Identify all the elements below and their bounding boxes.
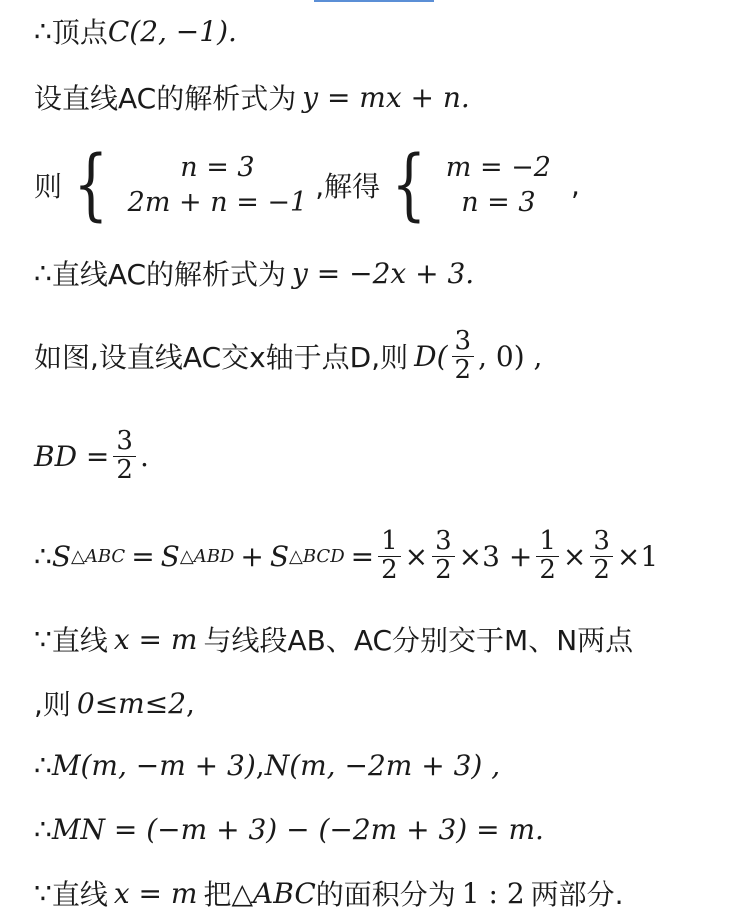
vertex-text: 顶点 bbox=[51, 16, 108, 49]
intersect-text-2: 与线段AB、AC分别交于M、N两点 bbox=[203, 624, 634, 657]
system-mid-text: ,解得 bbox=[315, 170, 381, 203]
times-sign: × bbox=[404, 539, 429, 573]
point-d-math-pre: D( bbox=[414, 339, 448, 373]
fraction-numerator: 3 bbox=[454, 326, 472, 357]
therefore-symbol: ∴ bbox=[34, 748, 52, 782]
system-suffix: , bbox=[570, 168, 580, 202]
equals-sign: = bbox=[131, 539, 155, 573]
equals-sign: = bbox=[350, 539, 375, 573]
area-ratio-text-3: 的面积分为 bbox=[315, 878, 456, 911]
line-set-equation bbox=[34, 74, 750, 120]
points-separator: , bbox=[255, 748, 265, 782]
system-1-eq-2: 2m + n = −1 bbox=[127, 187, 308, 218]
system-1-eq-1: n = 3 bbox=[180, 151, 255, 183]
area-s1-sub: △ABC bbox=[71, 545, 126, 567]
area-s3: S bbox=[269, 539, 290, 573]
range-suffix: , bbox=[186, 686, 195, 720]
line-vertex bbox=[34, 8, 750, 54]
fraction-numerator: 3 bbox=[435, 526, 452, 557]
bd-math-pre: BD = bbox=[34, 439, 110, 473]
fraction-three-halves bbox=[432, 528, 455, 584]
area-ratio-math-1: x = m bbox=[113, 876, 198, 910]
line-point-d bbox=[34, 316, 750, 396]
ac-equation-math: y = −2x + 3. bbox=[292, 256, 475, 290]
mn-length-math: MN = (−m + 3) − (−2m + 3) = m. bbox=[51, 812, 544, 846]
area-ratio-math-2: △ABC bbox=[231, 876, 316, 910]
range-math: 0≤m≤2 bbox=[76, 686, 187, 720]
system-2 bbox=[446, 150, 551, 220]
area-ratio-text-2: 把 bbox=[203, 878, 232, 911]
fraction-denominator: 2 bbox=[590, 556, 613, 584]
area-ratio-math-3: 1 : 2 bbox=[461, 876, 525, 910]
fraction-numerator: 1 bbox=[539, 526, 556, 557]
fraction-three-halves bbox=[452, 328, 475, 384]
therefore-symbol: ∴ bbox=[34, 256, 52, 290]
times-sign: × bbox=[562, 539, 587, 573]
fraction-three-halves bbox=[113, 428, 136, 484]
area-s3-sub: △BCD bbox=[289, 545, 345, 567]
line-bd bbox=[34, 416, 750, 496]
fraction-one-half bbox=[378, 528, 401, 584]
line-intersect bbox=[34, 616, 750, 662]
area-s2: S bbox=[160, 539, 180, 573]
times-one: ×1 bbox=[616, 539, 659, 573]
line-area-ratio bbox=[34, 870, 750, 916]
line-points-mn bbox=[34, 742, 750, 788]
fraction-three-halves bbox=[590, 528, 613, 584]
plus-sign: + bbox=[240, 539, 264, 573]
bd-math-post: . bbox=[139, 439, 149, 473]
intersect-text-1: 直线 bbox=[51, 624, 108, 657]
area-ratio-text-4: 两部分. bbox=[530, 878, 624, 911]
intersect-math: x = m bbox=[113, 622, 198, 656]
line-system bbox=[34, 140, 750, 230]
system-1 bbox=[128, 150, 308, 220]
fraction-denominator: 2 bbox=[113, 456, 136, 484]
therefore-symbol: ∴ bbox=[34, 539, 52, 573]
times-three-plus: ×3 + bbox=[458, 539, 533, 573]
fraction-denominator: 2 bbox=[536, 556, 559, 584]
therefore-symbol: ∴ bbox=[34, 812, 52, 846]
because-symbol: ∵ bbox=[34, 622, 52, 656]
fraction-numerator: 3 bbox=[593, 526, 610, 557]
left-brace-2: { bbox=[391, 140, 427, 230]
ac-equation-text: 直线AC的解析式为 bbox=[51, 258, 287, 291]
fraction-denominator: 2 bbox=[452, 356, 475, 384]
top-accent-bar bbox=[314, 0, 434, 2]
left-brace-1: { bbox=[73, 140, 109, 230]
fraction-numerator: 3 bbox=[116, 426, 133, 457]
system-prefix: 则 bbox=[34, 170, 63, 203]
area-s2-sub: △ABD bbox=[179, 545, 235, 567]
point-d-math-post: , 0) , bbox=[478, 339, 543, 373]
area-ratio-text-1: 直线 bbox=[51, 878, 108, 911]
therefore-symbol: ∴ bbox=[34, 14, 52, 48]
vertex-math: C(2, −1). bbox=[107, 14, 237, 48]
fraction-one-half bbox=[536, 528, 559, 584]
line-area-sum bbox=[34, 516, 750, 596]
set-equation-text: 设直线AC的解析式为 bbox=[34, 82, 297, 115]
set-equation-math: y = mx + n. bbox=[302, 80, 470, 114]
fraction-denominator: 2 bbox=[378, 556, 401, 584]
range-text: ,则 bbox=[34, 688, 71, 721]
area-s1: S bbox=[51, 539, 72, 573]
line-range bbox=[34, 680, 750, 726]
fraction-denominator: 2 bbox=[432, 556, 455, 584]
line-mn-length bbox=[34, 806, 750, 852]
point-n-math: N(m, −2m + 3) , bbox=[264, 748, 501, 782]
line-ac-equation bbox=[34, 250, 750, 296]
system-2-eq-1: m = −2 bbox=[445, 151, 551, 183]
point-d-text: 如图,设直线AC交x轴于点D,则 bbox=[34, 341, 409, 374]
fraction-numerator: 1 bbox=[381, 526, 398, 557]
because-symbol: ∵ bbox=[34, 876, 52, 910]
point-m-math: M(m, −m + 3) bbox=[51, 748, 256, 782]
system-2-eq-2: n = 3 bbox=[461, 187, 536, 218]
